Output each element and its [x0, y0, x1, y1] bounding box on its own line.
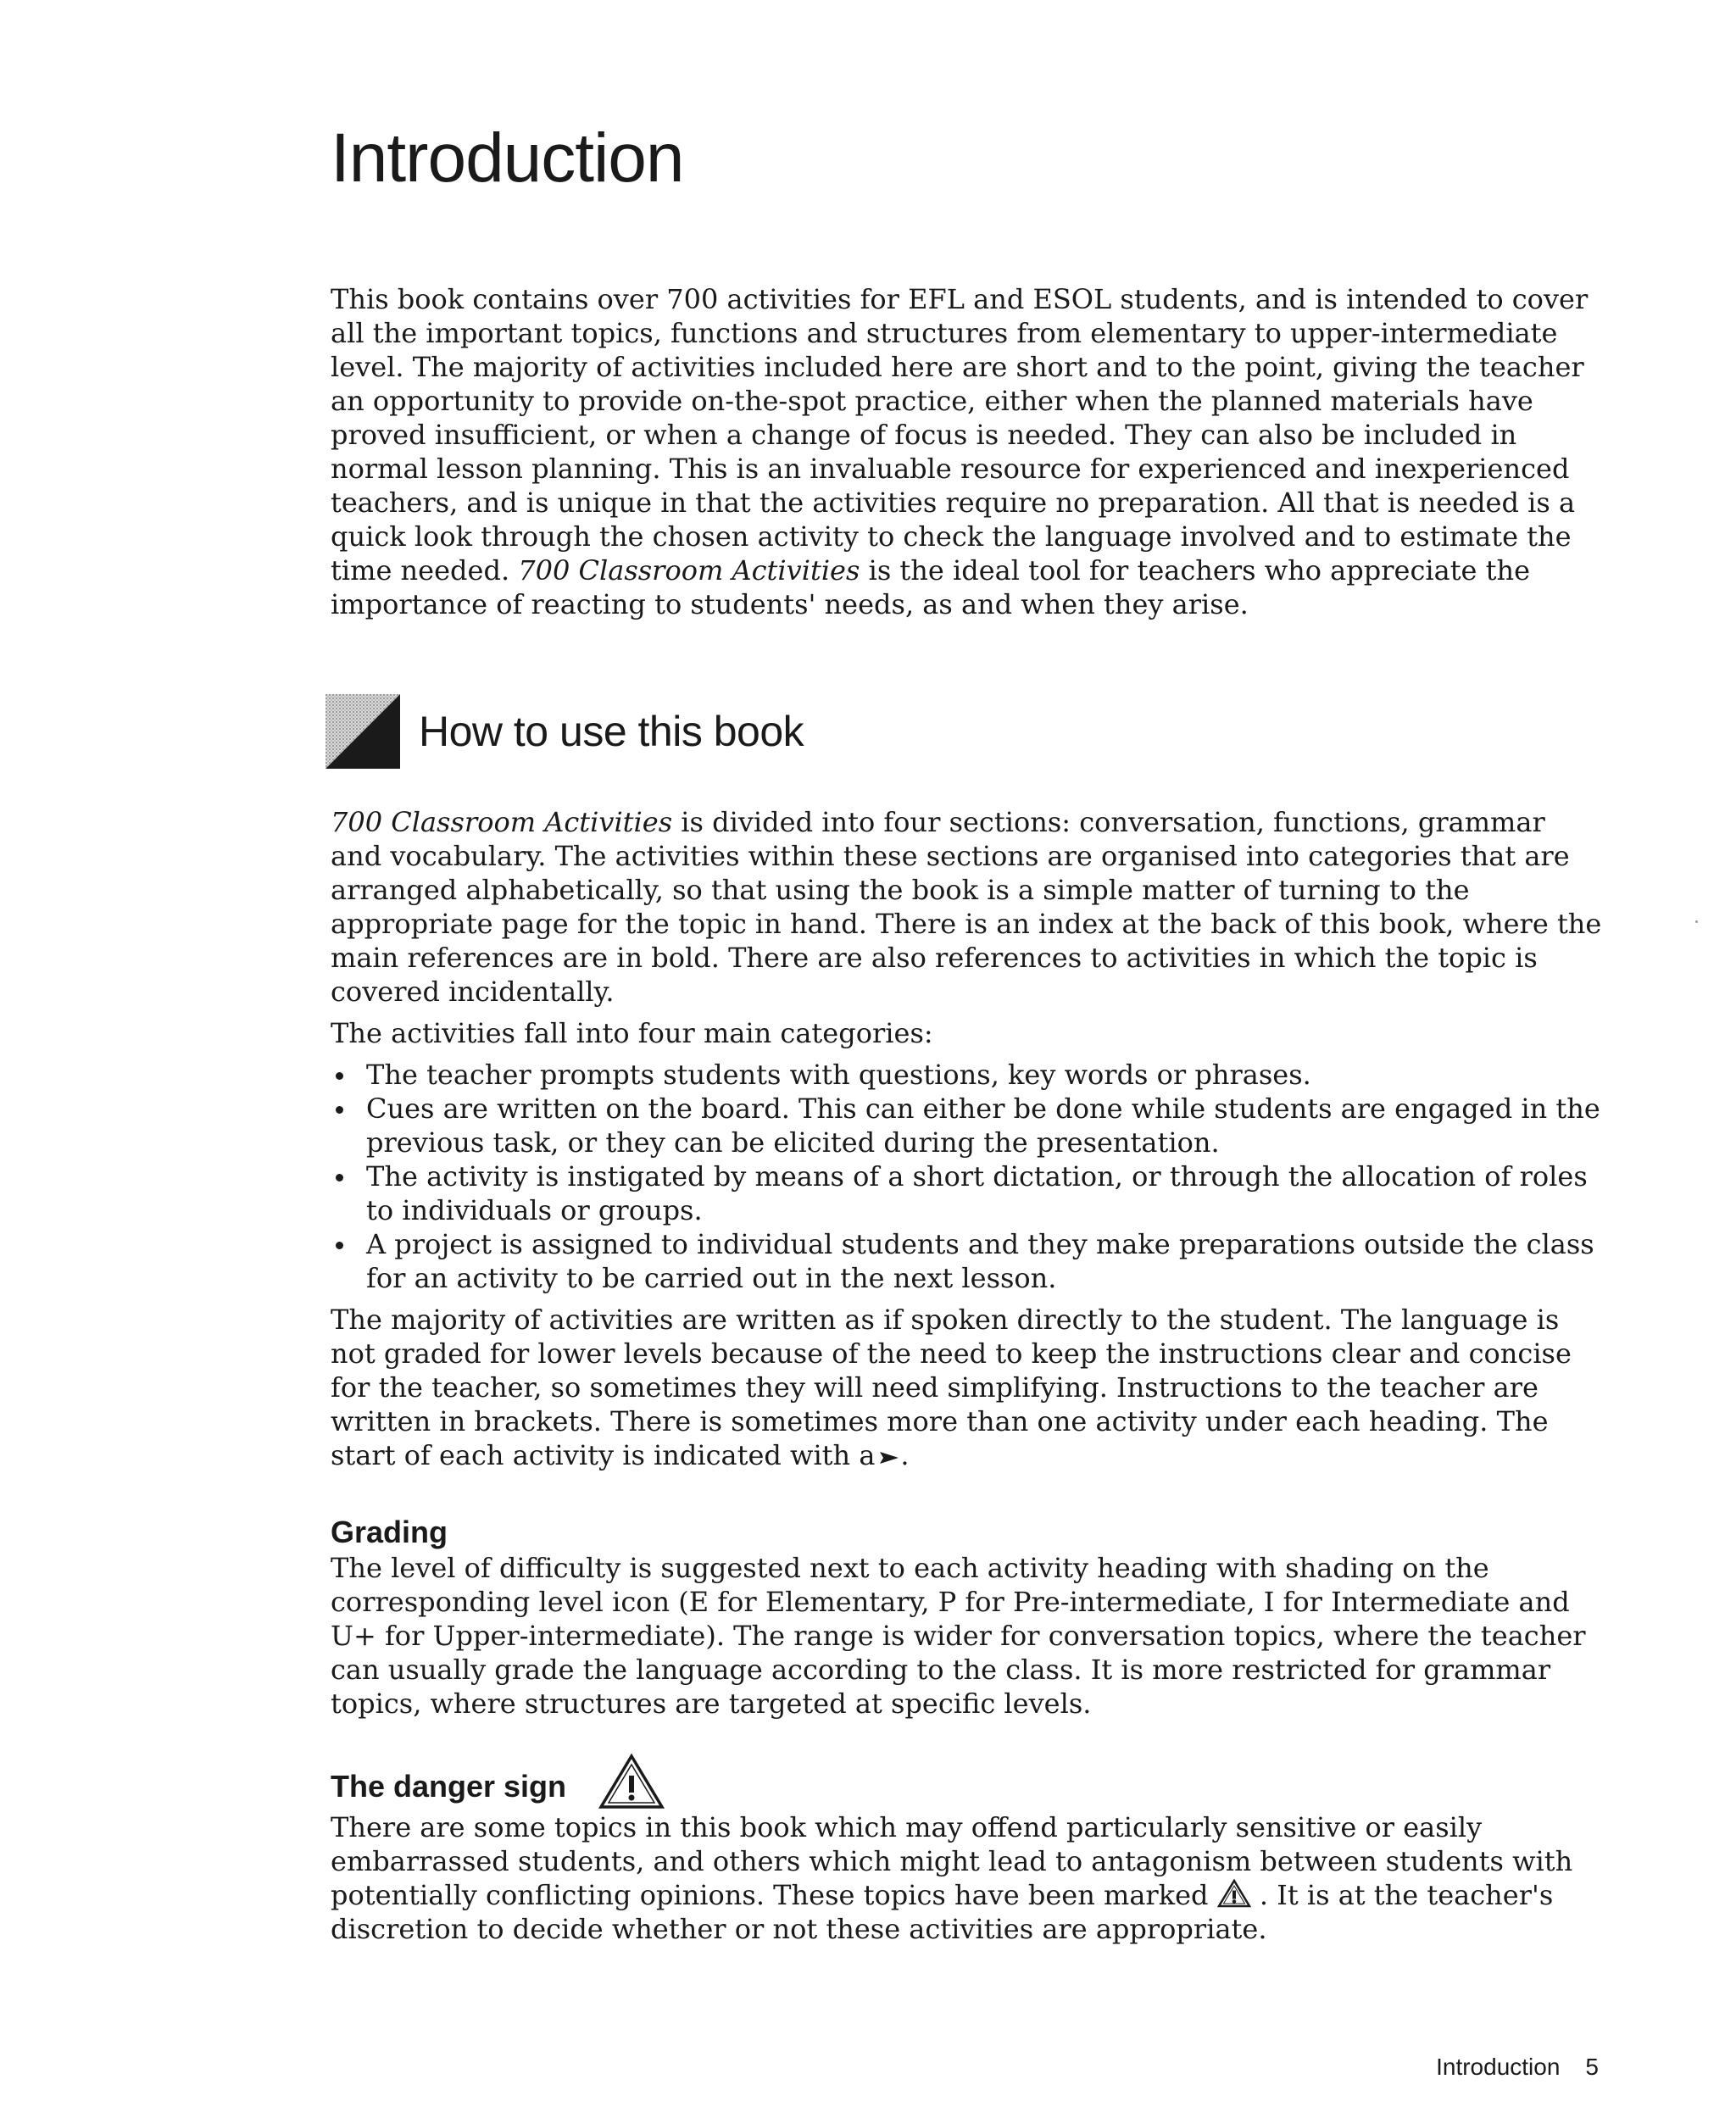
list-item-text: The teacher prompts students with questions, key words or phrases.: [366, 1059, 1311, 1091]
list-item: [331, 1092, 1602, 1159]
categories-intro: The activities fall into four main categories:: [331, 1017, 933, 1049]
intro-book-title: 700 Classroom Activities: [518, 554, 860, 587]
how-to-use-text: is divided into four sections: conversation, functions, grammar and vocabulary. The activities within these sections are organised into categories that are arranged alphabetically, so that using the book is a simple matter of turning to the appropriate page for the topic in hand. There is an index at the back of this book, where the main references are in bold. There are also references to activities in which the topic is covered incidentally.: [331, 806, 1602, 1008]
danger-paragraph: [331, 1810, 1602, 1946]
list-item: [331, 1227, 1602, 1295]
play-arrow-icon: [878, 1450, 900, 1465]
footer-label: Introduction: [1436, 2054, 1561, 2080]
danger-text: There are some topics in this book which may offend particularly sensitive or easily embarrassed students, and others which might lead to antagonism between students with potentially conflicting opinions. These topics have been marked: [331, 1811, 1573, 1911]
list-item-text: The activity is instigated by means of a short dictation, or through the allocation of roles to individuals or groups.: [366, 1160, 1588, 1226]
intro-text-part-1: This book contains over 700 activities for EFL and ESOL students, and is intended to cover all the important topics, functions and structures from elementary to upper-intermediate level. The majority of activities included here are short and to the point, giving the teacher an opportunity to provide on-the-spot practice, either when the planned materials have proved insufficient, or when a change of focus is needed. They can also be included in normal lesson planning. This is an invaluable resource for experienced and inexperienced teachers, and is unique in that the activities require no preparation. All that is needed is a quick look through the chosen activity to check the language involved and to estimate the time needed.: [331, 283, 1589, 587]
book-title: 700 Classroom Activities: [331, 806, 673, 838]
section-title: How to use this book: [419, 708, 804, 755]
warning-triangle-icon: [1217, 1879, 1251, 1908]
section-triangle-icon: [326, 694, 400, 769]
list-item: [331, 1159, 1602, 1227]
list-item: [331, 1058, 1602, 1092]
grading-paragraph: The level of difficulty is suggested next to each activity heading with shading on the corresponding level icon (E for Elementary, P for Pre-intermediate, I for Intermediate and U+ for Upper-intermediate). The range is wider for conversation topics, where the teacher can usually grade the language according to the class. It is more restricted for grammar topics, where structures are targeted at specific levels.: [331, 1552, 1586, 1720]
page-number: 5: [1585, 2054, 1599, 2080]
bullet-icon: [336, 1106, 343, 1114]
how-to-use-paragraph-1: [331, 805, 1602, 1009]
how-to-use-paragraph-3: [331, 1303, 1602, 1472]
activity-text: The majority of activities are written as if spoken directly to the student. The language is not graded for lower levels because of the need to keep the instructions clear and concise for the teacher, so sometimes they will need simplifying. Instructions to the teacher are written in brackets. There is sometimes more than one activity under each heading. The start of each activity is indicated with a: [331, 1304, 1572, 1471]
how-to-use-body: [331, 805, 1602, 1472]
intro-paragraph: [331, 282, 1602, 621]
page-title: Introduction: [331, 120, 684, 197]
list-item-text: Cues are written on the board. This can either be done while students are engaged in the previous task, or they can be elicited during the presentation.: [366, 1092, 1600, 1159]
grading-section: [331, 1514, 1602, 1721]
grading-heading: Grading: [331, 1515, 448, 1549]
bullet-icon: [336, 1174, 343, 1181]
danger-heading-row: [331, 1749, 1602, 1810]
bullet-icon: [336, 1072, 343, 1080]
page-footer: [1436, 2054, 1599, 2081]
scan-speck: [1695, 920, 1698, 923]
categories-list: [331, 1058, 1602, 1295]
danger-text-end: . It is at the teacher's discretion to decide whether or not these activities are appropriate.: [331, 1879, 1554, 1945]
bullet-icon: [336, 1242, 343, 1249]
danger-section: [331, 1749, 1602, 1946]
warning-triangle-icon: [598, 1753, 665, 1810]
section-heading-how-to-use: [326, 693, 804, 770]
danger-heading: The danger sign: [331, 1769, 567, 1804]
activity-text-end: .: [900, 1439, 910, 1471]
list-item-text: A project is assigned to individual students and they make preparations outside the class for an activity to be carried out in the next lesson.: [366, 1228, 1594, 1294]
intro-text-part-2: is the ideal tool for teachers who appreciate the importance of reacting to students' needs, as and when they arise.: [331, 554, 1531, 620]
